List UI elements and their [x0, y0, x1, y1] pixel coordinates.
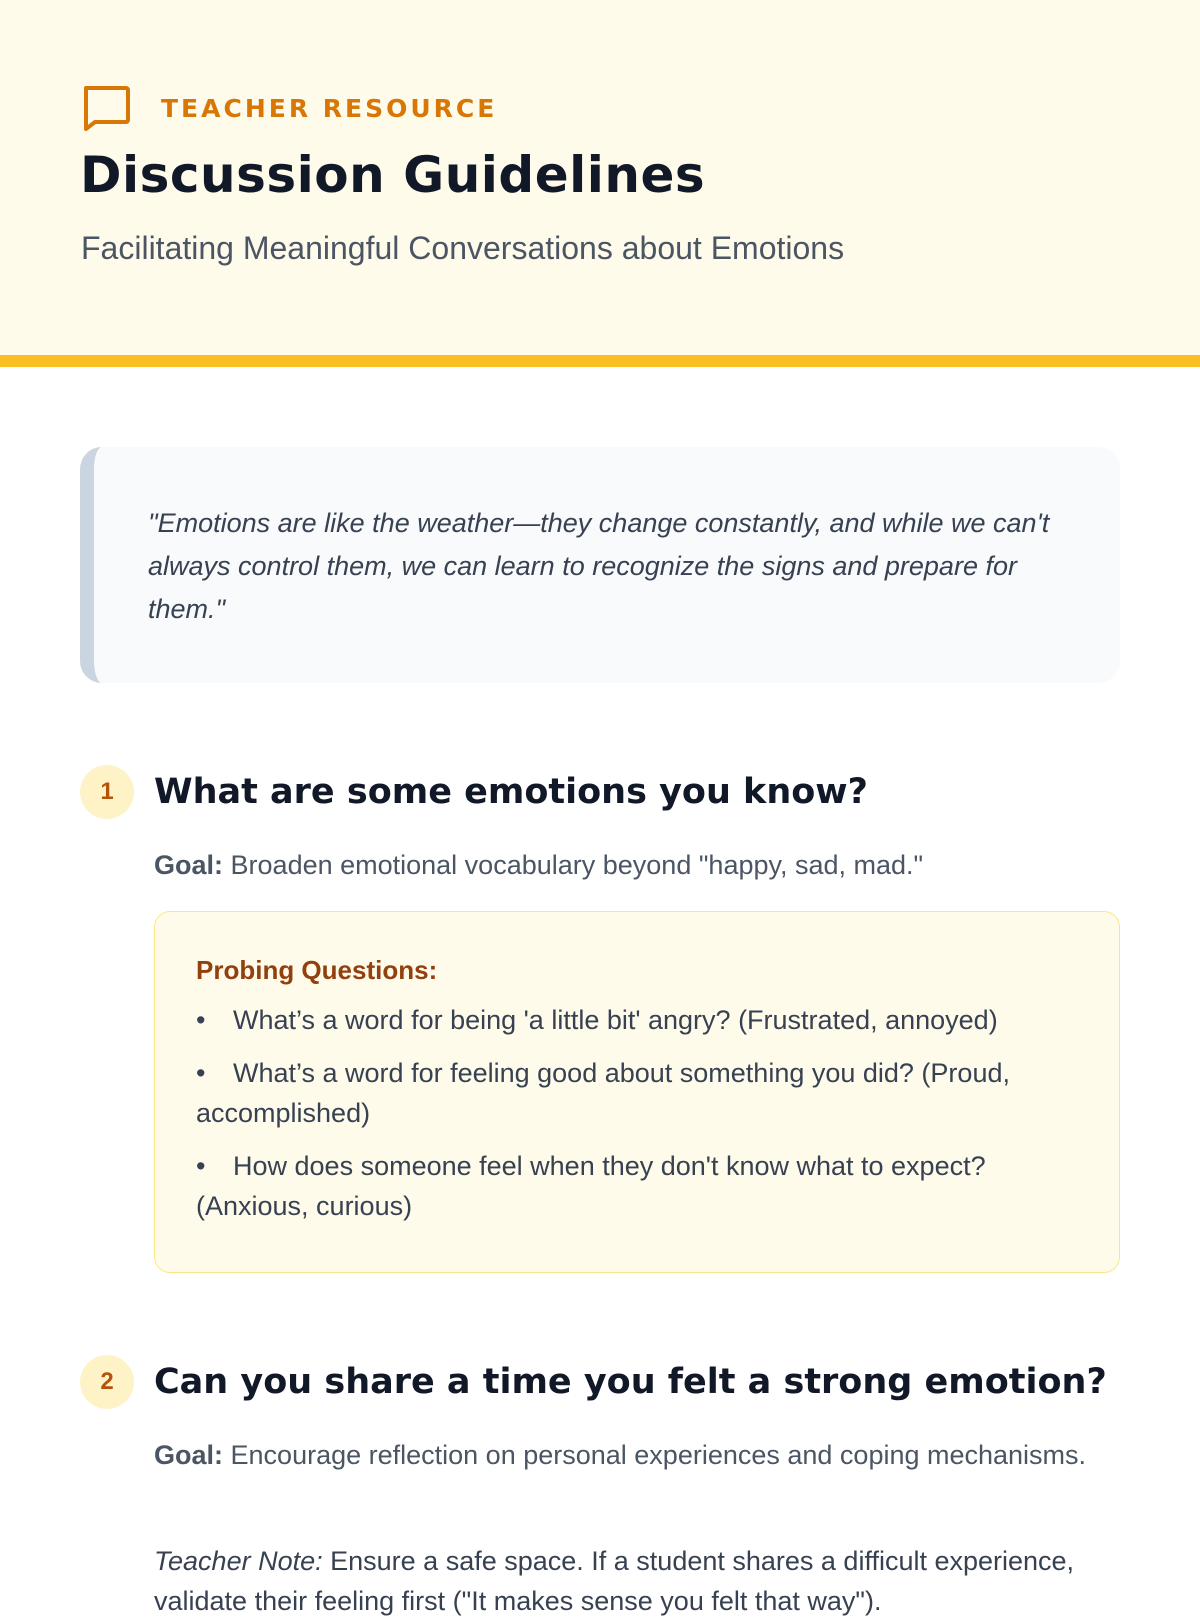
section-title: Can you share a time you felt a strong emotion?	[154, 1362, 1107, 1402]
page-header	[0, 0, 1200, 367]
section-heading	[80, 765, 868, 819]
goal-text: Broaden emotional vocabulary beyond "happy, sad, mad."	[230, 850, 924, 880]
goal-label: Goal:	[154, 850, 224, 880]
section-title: What are some emotions you know?	[154, 772, 868, 812]
teacher-note-label: Teacher Note:	[154, 1546, 323, 1576]
list-item-text: What’s a word for feeling good about something you did? (Proud, accomplished)	[196, 1058, 1010, 1128]
list-item	[196, 1146, 1079, 1226]
list-item-text: What’s a word for being 'a little bit' angry? (Frustrated, annoyed)	[233, 1005, 998, 1035]
bullet-icon: •	[196, 1151, 206, 1181]
quote-box	[80, 447, 1120, 683]
section-goal	[154, 1435, 1120, 1475]
eyebrow-label: TEACHER RESOURCE	[161, 93, 498, 123]
number-badge: 2	[80, 1355, 134, 1409]
section-heading	[80, 1355, 1107, 1409]
teacher-note	[154, 1541, 1120, 1621]
section-goal	[154, 845, 1120, 885]
quote-text: "Emotions are like the weather—they change constantly, and while we can't always control them, we can learn to recognize the signs and prepare for them."	[148, 508, 1050, 624]
bullet-icon: •	[196, 1005, 206, 1035]
list-item-text: How does someone feel when they don't know what to expect? (Anxious, curious)	[196, 1151, 986, 1221]
eyebrow	[81, 84, 497, 132]
chat-bubble-icon	[81, 84, 131, 132]
teacher-note-text: Ensure a safe space. If a student shares a difficult experience, validate their feeling first ("It makes sense you felt that way").	[154, 1546, 1075, 1616]
probing-questions-box	[154, 911, 1120, 1273]
page-title: Discussion Guidelines	[80, 146, 706, 204]
probing-title: Probing Questions:	[196, 955, 438, 985]
bullet-icon: •	[196, 1058, 206, 1088]
page-subtitle: Facilitating Meaningful Conversations about Emotions	[81, 230, 845, 266]
probing-list	[196, 1000, 1079, 1226]
list-item	[196, 1000, 1079, 1040]
goal-label: Goal:	[154, 1440, 224, 1470]
list-item	[196, 1053, 1079, 1133]
number-badge: 1	[80, 765, 134, 819]
goal-text: Encourage reflection on personal experiences and coping mechanisms.	[230, 1440, 1087, 1470]
